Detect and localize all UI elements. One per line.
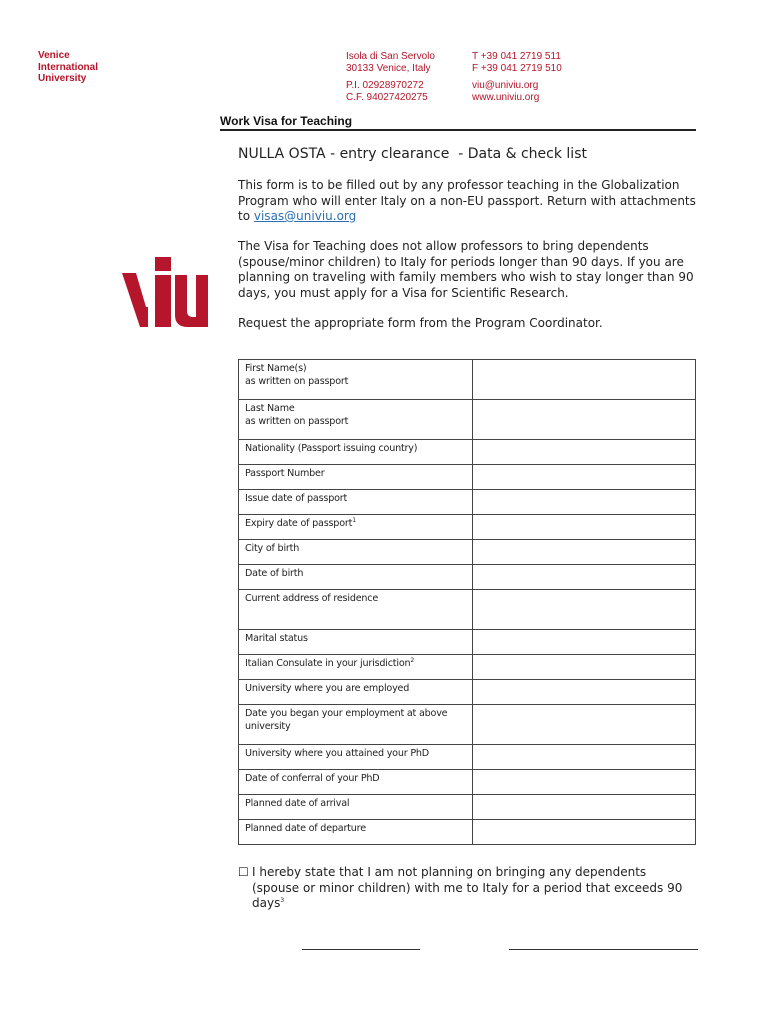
field-label bbox=[239, 795, 473, 820]
table-row bbox=[239, 590, 696, 630]
contact-phone bbox=[472, 51, 562, 75]
signature-line-name bbox=[509, 949, 698, 950]
table-row bbox=[239, 705, 696, 745]
data-form-table bbox=[238, 359, 696, 845]
field-label bbox=[239, 565, 473, 590]
footnote-marker: 1 bbox=[352, 516, 356, 524]
field-label bbox=[239, 820, 473, 845]
field-label bbox=[239, 440, 473, 465]
field-label-text: City of birth bbox=[245, 543, 300, 554]
declaration-text bbox=[252, 865, 692, 912]
table-row bbox=[239, 795, 696, 820]
footnote-marker: 3 bbox=[280, 897, 285, 904]
field-value[interactable] bbox=[473, 590, 696, 630]
field-label-text: Expiry date of passport bbox=[245, 518, 353, 529]
field-label bbox=[239, 540, 473, 565]
field-value[interactable] bbox=[473, 440, 696, 465]
footnote-marker: 2 bbox=[410, 656, 414, 664]
logo-line: University bbox=[38, 73, 87, 84]
contact-tax bbox=[346, 80, 428, 104]
field-value[interactable] bbox=[473, 540, 696, 565]
table-row bbox=[239, 360, 696, 400]
table-row bbox=[239, 630, 696, 655]
field-value[interactable] bbox=[473, 770, 696, 795]
signature-line-date bbox=[302, 949, 420, 950]
table-row bbox=[239, 680, 696, 705]
field-label-text: Nationality (Passport issuing country) bbox=[245, 443, 418, 454]
title-divider bbox=[220, 129, 696, 131]
field-value[interactable] bbox=[473, 490, 696, 515]
field-label-text: Current address of residence bbox=[245, 593, 379, 604]
field-label bbox=[239, 400, 473, 440]
viu-logo-icon bbox=[120, 255, 210, 331]
contact-line: www.univiu.org bbox=[472, 92, 540, 103]
declaration bbox=[238, 865, 698, 912]
field-label-text: Italian Consulate in your jurisdiction bbox=[245, 658, 411, 669]
field-label bbox=[239, 680, 473, 705]
intro-text: This form is to be filled out by any professor teaching in the Globalization Program who will enter Italy on a non-EU passport. Return with attachments to bbox=[238, 178, 696, 223]
table-row bbox=[239, 515, 696, 540]
field-value[interactable] bbox=[473, 705, 696, 745]
field-label bbox=[239, 705, 473, 745]
field-label-text: Marital status bbox=[245, 633, 308, 644]
field-label-text: Date you began your employment at above university bbox=[245, 708, 448, 732]
table-row bbox=[239, 540, 696, 565]
intro-paragraph bbox=[238, 178, 708, 225]
email-link[interactable]: visas@univiu.org bbox=[253, 209, 357, 223]
table-row bbox=[239, 745, 696, 770]
field-label bbox=[239, 590, 473, 630]
field-value[interactable] bbox=[473, 630, 696, 655]
field-label-text: Planned date of arrival bbox=[245, 798, 350, 809]
field-label-text: Last Name as written on passport bbox=[245, 403, 349, 427]
table-row bbox=[239, 655, 696, 680]
contact-line: viu@univiu.org bbox=[472, 80, 539, 91]
table-row bbox=[239, 440, 696, 465]
table-row bbox=[239, 490, 696, 515]
field-label bbox=[239, 745, 473, 770]
field-label-text: University where you are employed bbox=[245, 683, 410, 694]
logo-line: Venice bbox=[38, 50, 70, 61]
table-row bbox=[239, 400, 696, 440]
field-label-text: Date of conferral of your PhD bbox=[245, 773, 380, 784]
contact-address bbox=[346, 51, 435, 75]
field-label-text: Passport Number bbox=[245, 468, 325, 479]
contact-line: Isola di San Servolo bbox=[346, 51, 435, 62]
request-paragraph: Request the appropriate form from the Program Coordinator. bbox=[238, 316, 603, 330]
page-heading: NULLA OSTA - entry clearance - Data & check list bbox=[238, 146, 587, 162]
field-value[interactable] bbox=[473, 795, 696, 820]
table-row bbox=[239, 565, 696, 590]
contact-line: P.I. 02928970272 bbox=[346, 80, 424, 91]
contact-line: T +39 041 2719 511 bbox=[472, 51, 561, 62]
field-value[interactable] bbox=[473, 680, 696, 705]
field-label bbox=[239, 465, 473, 490]
field-value[interactable] bbox=[473, 400, 696, 440]
field-label-text: University where you attained your PhD bbox=[245, 748, 429, 759]
table-row bbox=[239, 770, 696, 795]
field-label bbox=[239, 655, 473, 680]
field-label bbox=[239, 630, 473, 655]
field-label-text: First Name(s) as written on passport bbox=[245, 363, 349, 387]
table-row bbox=[239, 820, 696, 845]
field-label-text: Date of birth bbox=[245, 568, 304, 579]
logo-wordmark bbox=[38, 50, 98, 85]
declaration-label: I hereby state that I am not planning on bringing any dependents (spouse or minor children) with me to Italy for a period that exceeds 90 days bbox=[252, 865, 683, 910]
field-value[interactable] bbox=[473, 565, 696, 590]
table-row bbox=[239, 465, 696, 490]
field-value[interactable] bbox=[473, 745, 696, 770]
field-label bbox=[239, 490, 473, 515]
field-value[interactable] bbox=[473, 360, 696, 400]
field-label-text: Issue date of passport bbox=[245, 493, 348, 504]
declaration-checkbox[interactable]: ☐ bbox=[238, 865, 249, 879]
field-value[interactable] bbox=[473, 820, 696, 845]
section-title: Work Visa for Teaching bbox=[220, 114, 353, 128]
field-value[interactable] bbox=[473, 465, 696, 490]
field-label-text: Planned date of departure bbox=[245, 823, 366, 834]
field-value[interactable] bbox=[473, 515, 696, 540]
contact-line: C.F. 94027420275 bbox=[346, 92, 428, 103]
field-value[interactable] bbox=[473, 655, 696, 680]
contact-line: 30133 Venice, Italy bbox=[346, 63, 431, 74]
field-label bbox=[239, 770, 473, 795]
logo-line: International bbox=[38, 61, 99, 73]
field-label bbox=[239, 515, 473, 540]
contact-web bbox=[472, 80, 539, 104]
contact-line: F +39 041 2719 510 bbox=[472, 63, 562, 74]
field-label bbox=[239, 360, 473, 400]
dependents-paragraph: The Visa for Teaching does not allow professors to bring dependents (spouse/minor children) to Italy for periods longer than 90 days. If you are planning on traveling with family members who wish to stay longer than 90 days, you must apply for a Visa for Scientific Research. bbox=[238, 239, 694, 300]
